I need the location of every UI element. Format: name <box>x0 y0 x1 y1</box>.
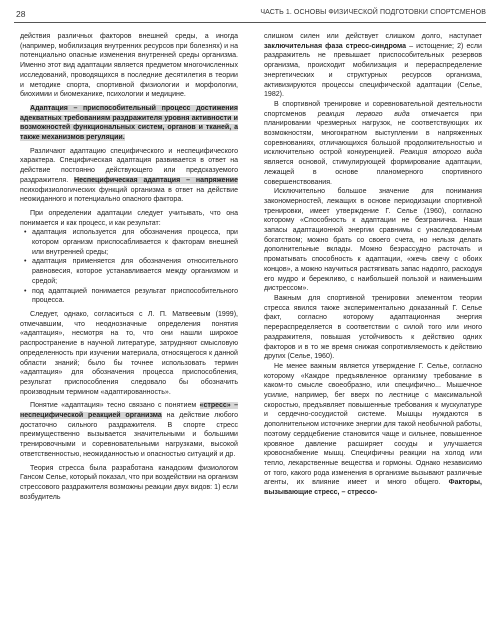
list-item: • адаптация используется для обозначения процесса, при котором организм приспосабливается к факторам внешней или внутренней среды; <box>24 229 238 256</box>
right-paragraph-4: Важным для спортивной тренировки элементом теории стресса явился также экспериментально доказанный Г. Селье факт, согласно которому адаптационная энергия перераспределяется в соответствии с силой того или иного раздражителя, повышая устойчивость к действию одних факторов и в то же время снижая сопротивляемость к действию других (Селье, 1960). <box>264 294 482 361</box>
reaction-first-type: реакция первого вида <box>317 110 410 118</box>
left-column <box>20 32 238 502</box>
right-column <box>264 32 482 498</box>
definition-stress: «стресс» – неспецифической реакцией организма <box>20 402 238 420</box>
definition-nonspecific: Неспецифическая адаптация – напряжение <box>74 176 238 184</box>
bullet-icon: • <box>24 229 27 237</box>
exhaustion-phase-term: заключительная фаза стресс-синдрома <box>264 42 406 50</box>
right-paragraph-1: слишком силен или действует слишком долго, наступает заключительная фаза стресс-синдрома – истощение; 2) если раздражитель не превышает приспособительных резервов организма, происходит мобилизация и перераспределение энергетических и структурных ресурсов организма, активизируются процессы специфической адаптации (Селье, 1982). <box>264 33 482 99</box>
specific-adaptation-text: Различают адаптацию специфического и неспецифического характера. Специфическая адаптация развивается в ответ на действие постоянно действующего или предсказуемого раздражителя. <box>20 147 238 184</box>
adaptation-meanings-list <box>20 228 238 306</box>
header-rule <box>14 22 486 23</box>
left-paragraph-4: При определении адаптации следует учитывать, что она понимается и как процесс, и как результат: <box>20 209 238 227</box>
right-paragraph-2: В спортивной тренировке и соревновательной деятельности спортсменов реакция первого вида отмечается при планировании чрезмерных нагрузок, не соответствующих их возможностям, многократном выступлении в напряженных соревнованиях, отличающихся большой продолжительностью и исключительно острой конкуренцией. Реакция второго вида является основой, стимулирующей формирование адаптации, лежащей в основе планомерного спортивного совершенствования. <box>264 100 482 186</box>
running-head: ЧАСТЬ 1. ОСНОВЫ ФИЗИЧЕСКОЙ ПОДГОТОВКИ СПОРТСМЕНОВ <box>260 9 486 16</box>
bullet-icon: • <box>24 258 27 266</box>
list-item: • адаптация применяется для обозначения относительного равновесия, которое устанавливается между организмом и средой; <box>24 258 238 285</box>
left-paragraph-7: Теория стресса была разработана канадским физиологом Гансом Селье, который показал, что при воздействии на организм стрессового раздражителя возможны реакции двух видов: 1) если возбудитель <box>20 464 238 501</box>
page-number: 28 <box>16 9 26 19</box>
left-paragraph-6: Понятие «адаптация» тесно связано с понятием «стресс» – неспецифической реакцией организма на действие любого достаточно сильного раздражителя. В спорте стресс преимущественно вызывается значительными и большими тренировочными и соревновательными нагрузками, высокой ответственностью, неожиданностью и опасностью ситуаций и др. <box>20 402 238 458</box>
nonspecific-text: психофизиологических функций организма в ответ на действие неожиданного и потенциально опасного фактора. <box>20 186 238 204</box>
reaction-second-type: Реакция второго вида <box>399 149 482 157</box>
definition-adaptation-cont: стижения адекватных требованиям раздражителя уровня активности и возможностей функциональных систем, органов и тканей, а также механизмов регуляции. <box>20 104 238 142</box>
left-paragraph-1: действия различных факторов внешней среды, а иногда (например, мобилизация внутренних ресурсов при болезнях) и на потенциально опасные изменения внутренней среды организма. Именно этот вид адаптации является предметом многочисленных исследований, проводящихся в последние десятилетия в теории и методике спорта, спортивной физиологии и морфологии, биохимии и биомеханике, психологии и медицине. <box>20 33 238 99</box>
list-item: • под адаптацией понимается результат приспособительного процесса. <box>24 287 238 305</box>
left-paragraph-5: Следует, однако, согласиться с Л. П. Матвеевым (1999), отмечавшим, что неоднозначные определения понятия «адаптация», несмотря на то, что они нашли широкое распространение в научной литературе, затрудняют смысловую определенность при изучении материала, относящегося к данной области знаний; было бы точнее использовать термин «адаптация» для обозначения процесса приспособления, результат приспособления следовало бы обозначить производным термином «адаптированность». <box>20 310 238 396</box>
stress-factors-term: Факторы, вызывающие стресс, – стрессо- <box>264 479 482 497</box>
left-paragraph-2 <box>20 104 238 143</box>
left-paragraph-3 <box>20 147 238 205</box>
bullet-icon: • <box>24 287 27 295</box>
definition-adaptation: Адаптация – приспособительный процесс до <box>30 104 205 112</box>
right-paragraph-5: Не менее важным является утверждение Г. Селье, согласно которому «Каждое предъявленное организму требование в каком-то смысле своеобразно, или специфично... Мышечное усилие, например, бег вверх по лестнице с максимальной скоростью, предъявляет повышенные требования к мускулатуре и сердечно-сосудистой системе. Мышцы нуждаются в дополнительном источнике энергии для такой необычной работы, поэтому сердцебиение становится чаще и сильнее, повышенное кровяное давление расширяет сосуды и улучшается кровоснабжение мышц. Специфичны реакции на холод или тепло, лекарственные вещества и гормоны. Однако независимо от того, какого рода изменения в организме вызывают различные агенты, их влияние имеет и много общего. Факторы, вызывающие стресс, – стрессо- <box>264 362 482 497</box>
right-paragraph-3: Исключительно большое значение для понимания закономерностей, лежащих в основе периодизации спортивной тренировки, имеет утверждение Г. Селье (1960), согласно которому «Способность к адаптации не безгранична. Наши запасы адаптационной энергии сравнимы с унаследованным богатством; можно брать со своего счета, но нельзя делать дополнительные вклады. Можно безрассудно расточать и проматывать способность к адаптации, «жечь свечу с обоих концов», а можно научиться растягивать запас надолго, расходуя его мудро и бережливо, с наибольшей пользой и наименьшим дистрессом». <box>264 188 482 293</box>
